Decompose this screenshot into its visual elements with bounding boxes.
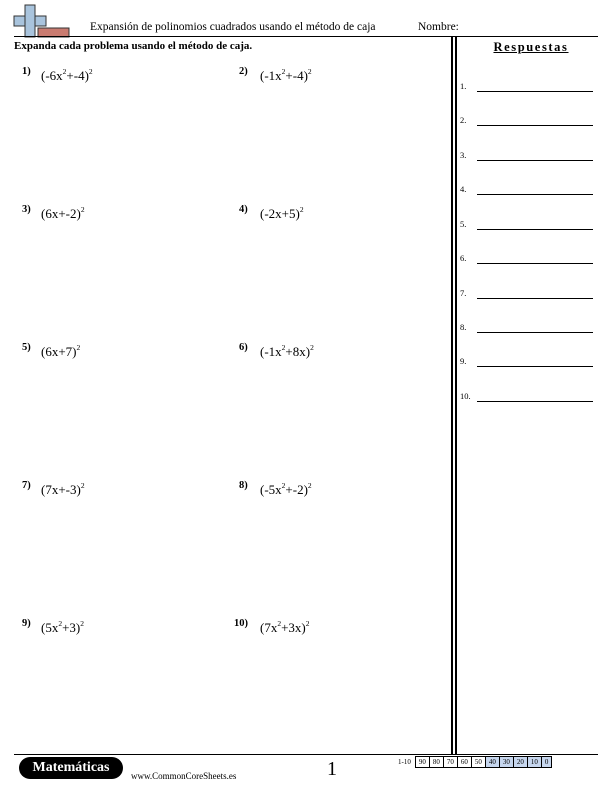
answer-blank[interactable] <box>477 332 593 333</box>
answer-number: 6. <box>460 253 467 263</box>
problem-number: 5) <box>22 342 31 353</box>
score-cell: 50 <box>471 757 485 768</box>
score-cell: 20 <box>513 757 527 768</box>
site-url: www.CommonCoreSheets.es <box>131 771 237 781</box>
problem-expression: $(7x+-3)^2$ <box>41 481 85 497</box>
answer-row <box>460 253 595 267</box>
answer-number: 9. <box>460 356 467 366</box>
answer-number: 4. <box>460 184 467 194</box>
header-rule <box>14 36 598 37</box>
score-cell: 80 <box>429 757 443 768</box>
problem-expression: $(6x+7)^2$ <box>41 343 81 359</box>
problem-number: 6) <box>239 342 248 353</box>
column-divider <box>451 36 453 754</box>
score-cell: 60 <box>457 757 471 768</box>
answer-row <box>460 322 595 336</box>
column-divider <box>455 36 457 754</box>
problem-expression: $(7x^2+3x)^2$ <box>260 619 310 635</box>
answer-row <box>460 356 595 370</box>
problem-expression: $(-1x^2+8x)^2$ <box>260 343 314 359</box>
score-cell: 0 <box>541 757 552 768</box>
problem-expression: $(-1x^2+-4)^2$ <box>260 67 312 83</box>
score-range-label: 1-10 <box>398 758 411 766</box>
answer-row <box>460 81 595 95</box>
problem-number: 4) <box>239 204 248 215</box>
page-number: 1 <box>327 758 337 780</box>
problem-number: 3) <box>22 204 31 215</box>
answer-number: 1. <box>460 81 467 91</box>
answer-blank[interactable] <box>477 91 593 92</box>
answer-number: 10. <box>460 391 471 401</box>
problem-expression: $(5x^2+3)^2$ <box>41 619 85 635</box>
problem-number: 10) <box>234 618 248 629</box>
worksheet-title: Expansión de polinomios cuadrados usando el método de caja <box>90 21 376 33</box>
answer-blank[interactable] <box>477 194 593 195</box>
score-cell: 40 <box>485 757 499 768</box>
answer-number: 3. <box>460 150 467 160</box>
problem-number: 9) <box>22 618 31 629</box>
answer-number: 7. <box>460 288 467 298</box>
problem-number: 8) <box>239 480 248 491</box>
footer-rule <box>14 754 598 755</box>
instructions: Expanda cada problema usando el método de caja. <box>14 40 253 52</box>
answer-blank[interactable] <box>477 366 593 367</box>
answer-blank[interactable] <box>477 229 593 230</box>
answer-number: 2. <box>460 115 467 125</box>
score-cell: 10 <box>527 757 541 768</box>
answer-row <box>460 219 595 233</box>
answer-blank[interactable] <box>477 298 593 299</box>
answer-blank[interactable] <box>477 263 593 264</box>
score-cell: 90 <box>415 757 429 768</box>
name-field-label: Nombre: <box>418 21 459 33</box>
problem-expression: $(-5x^2+-2)^2$ <box>260 481 312 497</box>
answer-row <box>460 115 595 129</box>
brand-badge: Matemáticas <box>19 757 123 779</box>
answer-row <box>460 288 595 302</box>
score-table <box>398 756 552 768</box>
answer-row <box>460 184 595 198</box>
problem-number: 7) <box>22 480 31 491</box>
problem-expression: $(-2x+5)^2$ <box>260 205 304 221</box>
score-cell: 30 <box>499 757 513 768</box>
problem-number: 2) <box>239 66 248 77</box>
plus-minus-logo-icon <box>13 4 71 38</box>
answer-number: 5. <box>460 219 467 229</box>
score-cell: 70 <box>443 757 457 768</box>
answer-blank[interactable] <box>477 401 593 402</box>
answer-blank[interactable] <box>477 125 593 126</box>
problem-expression: $(6x+-2)^2$ <box>41 205 85 221</box>
answer-number: 8. <box>460 322 467 332</box>
answer-row <box>460 150 595 164</box>
answer-blank[interactable] <box>477 160 593 161</box>
answers-heading: Respuestas <box>493 40 569 54</box>
answer-row <box>460 391 595 405</box>
problem-expression: $(-6x^2+-4)^2$ <box>41 67 93 83</box>
problem-number: 1) <box>22 66 31 77</box>
